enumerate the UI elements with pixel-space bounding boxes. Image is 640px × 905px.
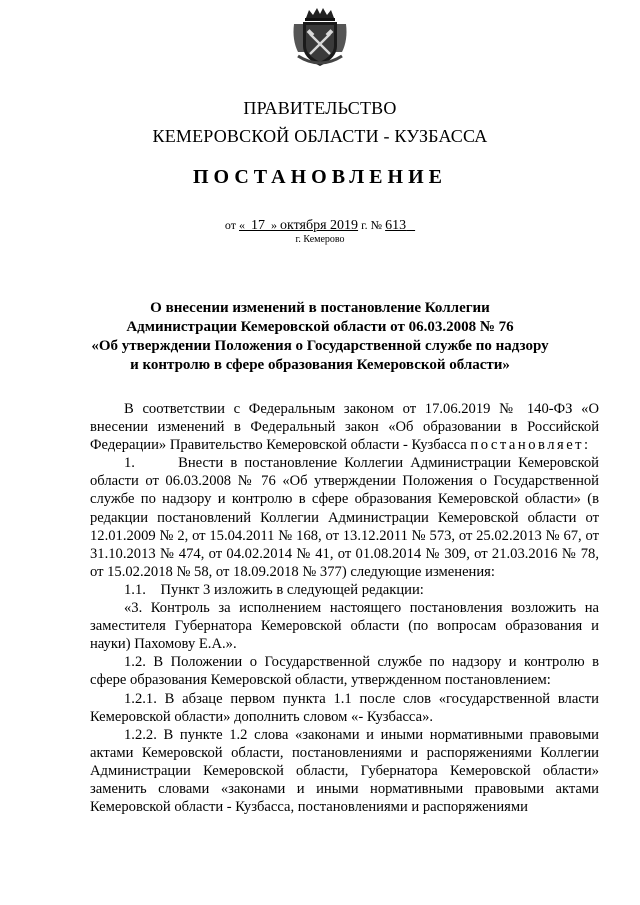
date-day: 17 (251, 218, 265, 233)
subject-line: «Об утверждении Положения о Государственной службе по надзору (91, 338, 549, 354)
date-number-line (0, 218, 640, 234)
date-quote-close: » (271, 218, 277, 232)
document-type: ПОСТАНОВЛЕНИЕ (193, 166, 447, 188)
paragraph-1: 1. Внести в постановление Коллегии Администрации Кемеровской области от 06.03.2008 № 76 «Об утверждении Положения о Государственной службе по надзору и контролю в сфере образования Кемеровской области» (в редакции постановлений Коллегии Администрации Кемеровской области от 12.01.2009 № 2, от 15.04.2011 № 168, от 13.12.2011 № 573, от 25.02.2013 № 67, от 31.10.2013 № 474, от 04.02.2014 № 41, от 01.08.2014 № 309, от 21.03.2016 № 78, от 15.02.2018 № 58, от 18.09.2018 № 377) следующие изменения: (90, 455, 599, 580)
date-prefix: от (224, 218, 236, 232)
intro-paragraph: В соответствии с Федеральным законом от 17.06.2019 № 140-ФЗ «О внесении изменений в Федеральный закон «Об образовании в Российской Федерации» Правительство Кемеровской области - Кузбасса постановляет: (90, 401, 599, 454)
number-sign: № (370, 218, 383, 232)
paragraph-1-1: 1.1. Пункт 3 изложить в следующей редакции: (124, 581, 424, 598)
kemerovo-coat-of-arms-icon (290, 6, 350, 70)
document-body (90, 400, 599, 816)
region-title: КЕМЕРОВСКОЙ ОБЛАСТИ - КУЗБАССА (152, 126, 488, 146)
government-title: ПРАВИТЕЛЬСТВО (243, 98, 397, 118)
year-suffix: г. (361, 218, 368, 232)
city: г. Кемерово (295, 234, 345, 245)
document-subject (60, 299, 580, 375)
paragraph-1-2: 1.2. В Положении о Государственной службе по надзору и контролю в сфере образования Кемеровской области, утвержденном постановлением: (90, 654, 599, 689)
subject-line: О внесении изменений в постановление Коллегии (150, 300, 490, 316)
resolves-word: постановляет: (470, 437, 591, 454)
date-month-year: октября 2019 (280, 218, 359, 233)
date-quote-open: « (239, 218, 245, 232)
paragraph-1-1-text: «3. Контроль за исполнением настоящего постановления возложить на заместителя Губернатора Кемеровской области (по вопросам образования и науки) Пахомову Е.А.». (90, 600, 599, 653)
paragraph-1-2-2: 1.2.2. В пункте 1.2 слова «законами и иными нормативными правовыми актами Кемеровской области, постановлениями и распоряжениями Коллегии Администрации Кемеровской области, Губернатора Кемеровской области» заменить словами «законами и иными нормативными правовыми актами Кемеровской области - Кузбасса, постановлениями и распоряжениями (90, 726, 599, 816)
subject-line: Администрации Кемеровской области от 06.03.2008 № 76 (126, 319, 514, 335)
paragraph-1-2-1: 1.2.1. В абзаце первом пункта 1.1 после слов «государственной власти Кемеровской области» дополнить словом «- Кузбасса». (90, 690, 599, 725)
subject-line: и контролю в сфере образования Кемеровской области» (130, 357, 510, 373)
document-number: 613 (385, 218, 407, 233)
